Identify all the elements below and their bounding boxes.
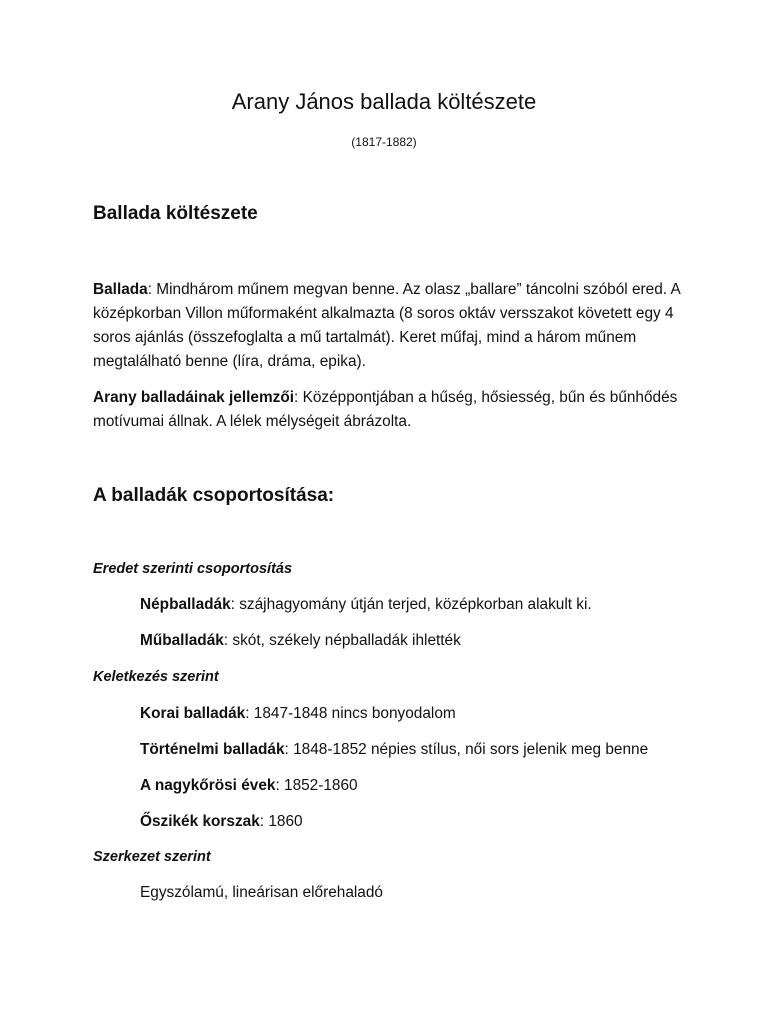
list-item bbox=[140, 594, 592, 616]
item-text: : 1852-1860 bbox=[275, 777, 358, 794]
section-heading-grouping: A balladák csoportosítása: bbox=[93, 485, 335, 506]
item-text: : 1847-1848 nincs bonyodalom bbox=[245, 705, 456, 722]
list-item bbox=[140, 811, 303, 833]
item-text: : 1860 bbox=[259, 813, 303, 830]
term-bold: Műballadák bbox=[140, 632, 224, 649]
paragraph-ballada-definition bbox=[93, 278, 683, 374]
item-text: : 1848-1852 népies stílus, női sors jelenik meg benne bbox=[284, 741, 649, 758]
group-label-structure: Szerkezet szerint bbox=[93, 849, 211, 865]
document-title: Arany János ballada költészete bbox=[231, 89, 537, 114]
item-text: : skót, székely népballadák ihlették bbox=[223, 632, 461, 649]
document-subtitle-years: (1817-1882) bbox=[351, 135, 417, 149]
item-text: : szájhagyomány útján terjed, középkorban alakult ki. bbox=[230, 596, 592, 613]
term-bold: Őszikék korszak bbox=[140, 813, 260, 830]
list-item bbox=[140, 630, 461, 652]
term-bold: A nagykőrösi évek bbox=[140, 777, 276, 794]
paragraph-text: : Mindhárom műnem megvan benne. Az olasz „ballare” táncolni szóból ered. A középkorban Villon műformaként alkalmazta (8 soros oktáv versszakot követett egy 4 soros ajánlás (összefoglalta a mű tartalmát). Keret műfaj, mind a három műnem megtalálható benne (líra, dráma, epika). bbox=[93, 281, 680, 370]
term-bold: Népballadák bbox=[140, 596, 231, 613]
list-item bbox=[140, 775, 358, 797]
list-item bbox=[140, 703, 456, 725]
group-label-creation: Keletkezés szerint bbox=[93, 669, 219, 685]
term-bold: Ballada bbox=[93, 281, 148, 298]
item-text: Egyszólamú, lineárisan előrehaladó bbox=[140, 884, 383, 901]
term-bold: Korai balladák bbox=[140, 705, 246, 722]
section-heading-ballada: Ballada költészete bbox=[93, 203, 258, 224]
group-label-origin: Eredet szerinti csoportosítás bbox=[93, 561, 293, 577]
term-bold: Történelmi balladák bbox=[140, 741, 285, 758]
list-item bbox=[140, 739, 648, 761]
paragraph-arany-features bbox=[93, 386, 683, 434]
paragraph-text: : Középpontjában a hűség, hősiesség, bűn és bűnhődés motívumai állnak. A lélek mélységeit ábrázolta. bbox=[93, 389, 678, 430]
list-item bbox=[140, 882, 383, 904]
term-bold: Arany balladáinak jellemzői bbox=[93, 389, 295, 406]
